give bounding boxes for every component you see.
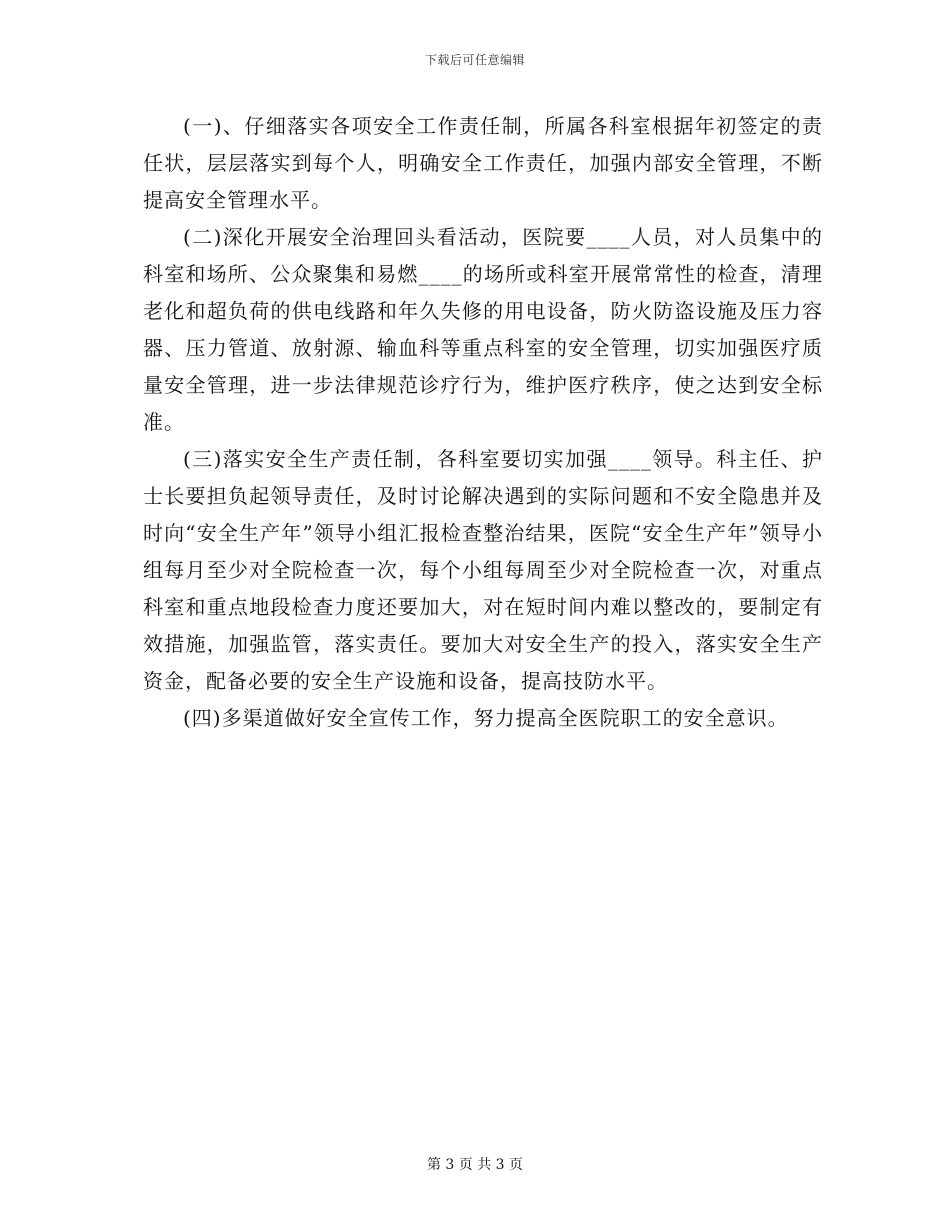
paragraph-3: (三)落实安全生产责任制，各科室要切实加强____领导。科主任、护士长要担负起领导责任，及时讨论解决遇到的实际问题和不安全隐患并及时向“安全生产年”领导小组汇报检查整治结果，医院“安全生产年”领导小组每月至少对全院检查一次，每个小组每周至少对全院检查一次，对重点科室和重点地段检查力度还要加大，对在短时间内难以整改的，要制定有效措施，加强监管，落实责任。要加大对安全生产的投入，落实安全生产资金，配备必要的安全生产设施和设备，提高技防水平。 [143, 447, 823, 693]
paragraph-4: (四)多渠道做好安全宣传工作，努力提高全医院职工的安全意识。 [183, 706, 789, 730]
page-footer: 第 3 页 共 3 页 [426, 1157, 524, 1173]
paragraph-2: (二)深化开展安全治理回头看活动，医院要____人员，对人员集中的科室和场所、公众聚集和易燃____的场所或科室开展常常性的检查，清理老化和超负荷的供电线路和年久失修的用电设备，防火防盗设施及压力容器、压力管道、放射源、输血科等重点科室的安全管理，切实加强医疗质量安全管理，进一步法律规范诊疗行为，维护医疗秩序，使之达到安全标准。 [143, 225, 823, 434]
paragraph-1: (一)、仔细落实各项安全工作责任制，所属各科室根据年初签定的责任状，层层落实到每个人，明确安全工作责任，加强内部安全管理，不断提高安全管理水平。 [143, 114, 823, 212]
page-header: 下载后可任意编辑 [424, 53, 525, 67]
document-body [143, 108, 823, 737]
